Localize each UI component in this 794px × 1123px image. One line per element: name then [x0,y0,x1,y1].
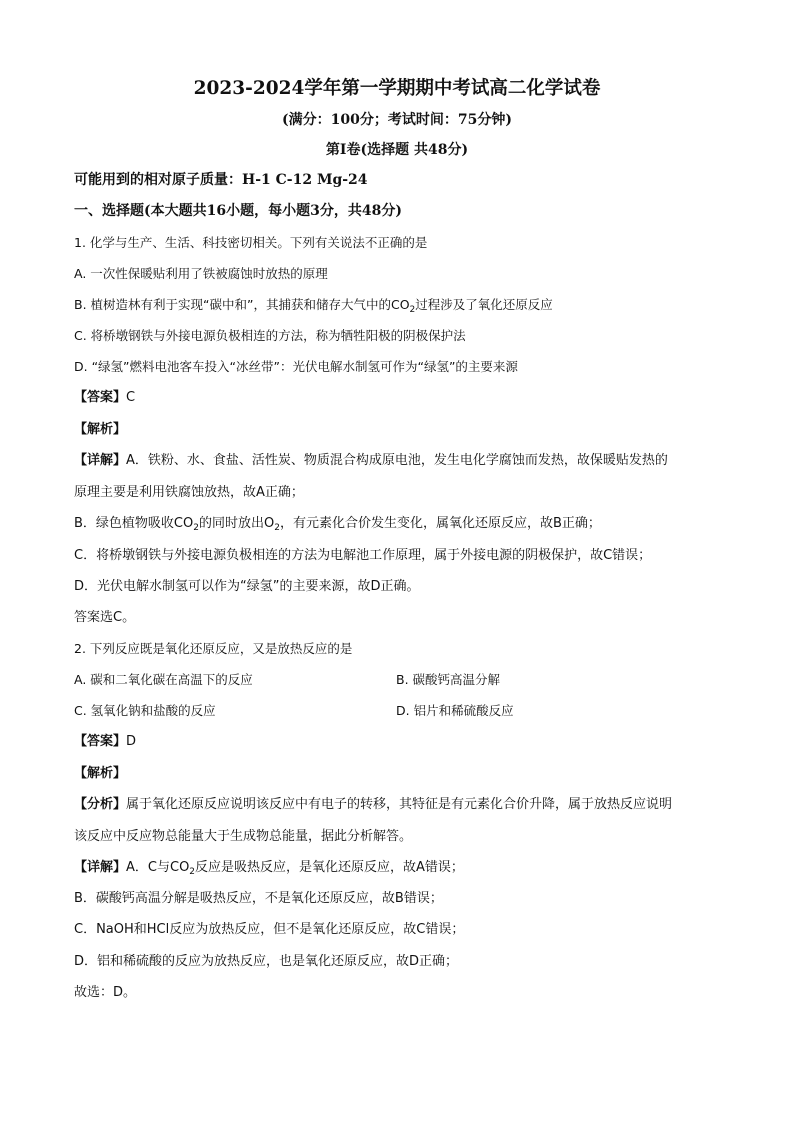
q1-detail-d: D．光伏电解水制氢可以作为“绿氢”的主要来源，故D正确。 [74,579,420,594]
q2-fenxi-text: 属于氧化还原反应说明该反应中有电子的转移，其特征是有元素化合价升降，属于放热反应说明 [126,797,673,812]
section-heading: 一、选择题(本大题共16小题，每小题3分，共48分) [74,203,402,219]
subscript: 2 [409,305,416,315]
q2-analysis-tag [74,765,126,783]
q2-detail-c: C．NaOH和HCl反应为放热反应，但不是氧化还原反应，故C错误； [74,922,465,937]
q1-detail-b-text: B．绿色植物吸收CO [74,516,194,531]
q2-option-a: A. 碳和二氧化碳在高温下的反应 [74,672,253,687]
q1-detail-a-line1 [74,452,668,470]
detail-tag: 【详解】 [74,453,127,468]
q1-option-c: C. 将桥墩钢铁与外接电源负极相连的方法，称为牺牲阳极的阴极保护法 [74,328,466,343]
exam-title: 2023-2024学年第一学期期中考试高二化学试卷 [193,78,601,99]
q1-answer [74,389,135,407]
volume-heading: 第I卷(选择题 共48分) [325,142,469,158]
analysis-tag: 【解析】 [74,766,127,781]
q1-stem: 1. 化学与生产、生活、科技密切相关。下列有关说法不正确的是 [74,235,428,250]
atomic-mass-line: 可能用到的相对原子质量：H-1 C-12 Mg-24 [74,172,368,188]
q2-detail-b: B．碳酸钙高温分解是吸热反应，不是氧化还原反应，故B错误； [74,891,443,906]
exam-subtitle: (满分：100分；考试时间：75分钟) [282,112,512,128]
answer-tag: 【答案】 [74,390,127,405]
q1-option-b-text: B. 植树造林有利于实现“碳中和”，其捕获和储存大气中的CO [74,297,410,312]
q1-detail-a-line2: 原理主要是利用铁腐蚀放热，故A正确； [74,485,304,500]
q1-detail-b [74,515,601,533]
analysis-tag: 【解析】 [74,422,127,437]
q1-detail-a-text: A．铁粉、水、食盐、活性炭、物质混合构成原电池，发生电化学腐蚀而发热，故保暖贴发热的 [126,453,668,468]
q2-detail-a-text: A．C与CO [126,860,190,875]
q1-option-b-text-end: 过程涉及了氧化还原反应 [415,297,553,312]
q2-conclusion: 故选：D。 [74,985,137,1000]
q1-option-d: D. “绿氢”燃料电池客车投入“冰丝带”：光伏电解水制氢可作为“绿氢”的主要来源 [74,359,518,374]
subscript: 2 [189,867,196,877]
q1-detail-b-text-mid: 的同时放出O [198,516,275,531]
q2-detail-d: D．铝和稀硫酸的反应为放热反应，也是氧化还原反应，故D正确； [74,954,459,969]
q2-detail-a [74,859,464,877]
answer-value: D [126,734,137,749]
q1-conclusion: 答案选C。 [74,610,136,625]
answer-value: C [126,390,136,405]
detail-tag: 【详解】 [74,860,127,875]
q2-fenxi-line2: 该反应中反应物总能量大于生成物总能量，据此分析解答。 [74,829,413,844]
q2-option-c: C. 氢氧化钠和盐酸的反应 [74,703,216,718]
q2-fenxi-line1 [74,796,672,814]
q1-detail-c: C．将桥墩钢铁与外接电源负极相连的方法为电解池工作原理，属于外接电源的阴极保护，故C错误； [74,548,652,563]
q2-detail-a-text-end: 反应是吸热反应，是氧化还原反应，故A错误； [195,860,464,875]
q2-answer [74,733,136,751]
q1-detail-b-text-end: ，有元素化合价发生变化，属氧化还原反应，故B正确； [279,516,601,531]
q2-option-d: D. 铝片和稀硫酸反应 [396,703,514,718]
q2-option-b: B. 碳酸钙高温分解 [396,672,501,687]
q1-analysis-tag [74,421,126,439]
subscript: 2 [274,523,280,533]
q1-option-a: A. 一次性保暖贴利用了铁被腐蚀时放热的原理 [74,266,328,281]
q1-option-b [74,296,553,314]
subscript: 2 [193,523,199,533]
fenxi-tag: 【分析】 [74,797,127,812]
q2-stem: 2. 下列反应既是氧化还原反应，又是放热反应的是 [74,641,353,656]
answer-tag: 【答案】 [74,734,127,749]
